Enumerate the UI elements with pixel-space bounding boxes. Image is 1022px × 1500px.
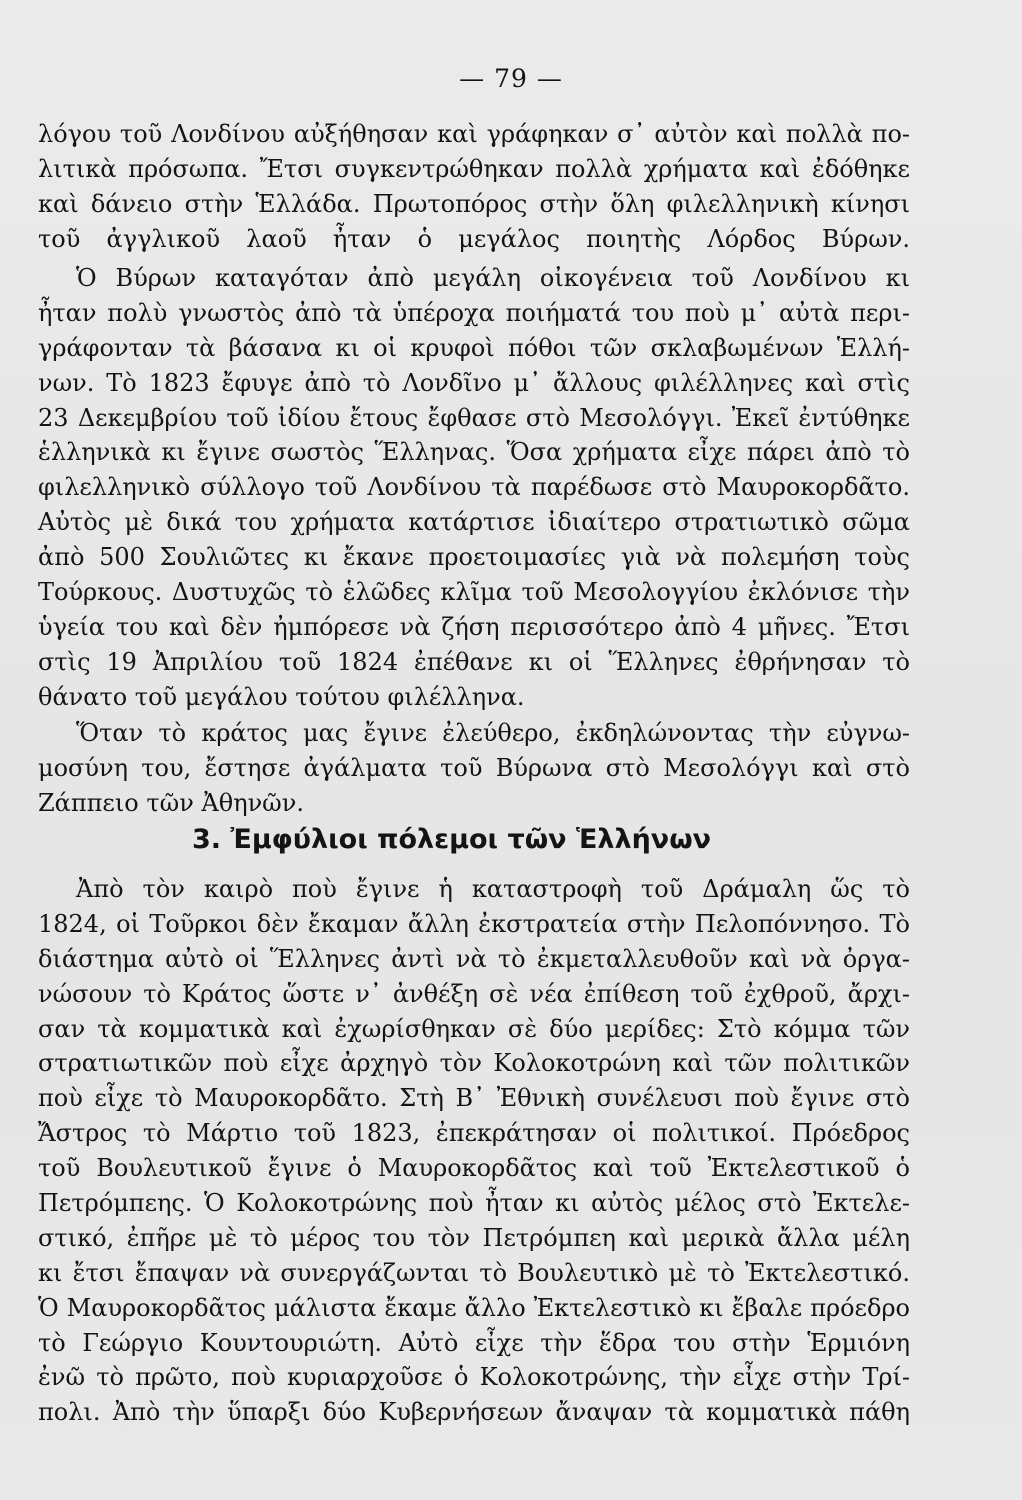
text-line: νων. Τὸ 1823 ἔφυγε ἀπὸ τὸ Λονδῖνο μ᾽ ἄλλους φιλέλληνες καὶ στὶς (38, 368, 910, 397)
text-line: Τούρκους. Δυστυχῶς τὸ ἑλῶδες κλῖμα τοῦ Μεσολογγίου ἐκλόνισε τὴν (38, 578, 910, 607)
text-line: ποὺ εἶχε τὸ Μαυροκορδᾶτο. Στὴ Β᾽ Ἐθνικὴ συνέλευσι ποὺ ἔγινε στὸ (38, 1084, 910, 1113)
text-line: τοῦ ἀγγλικοῦ λαοῦ ἦταν ὁ μεγάλος ποιητὴς Λόρδος Βύρων. (38, 224, 910, 253)
text-line: καὶ δάνειο στὴν Ἑλλάδα. Πρωτοπόρος στὴν ὅλη φιλελληνικὴ κίνησι (38, 189, 910, 218)
text-line: στικό, ἐπῆρε μὲ τὸ μέρος του τὸν Πετρόμπεη καὶ μερικὰ ἄλλα μέλη (38, 1223, 910, 1252)
text-line: ἑλληνικὰ κι ἔγινε σωστὸς Ἕλληνας. Ὅσα χρήματα εἶχε πάρει ἀπὸ τὸ (38, 438, 910, 467)
text-line: γράφονταν τὰ βάσανα κι οἱ κρυφοὶ πόθοι τῶν σκλαβωμένων Ἑλλή- (38, 333, 910, 362)
text-line: Ζάππειο τῶν Ἀθηνῶν. (38, 788, 304, 817)
text-line: Ἀπὸ τὸν καιρὸ ποὺ ἔγινε ἡ καταστροφὴ τοῦ Δράμαλη ὥς τὸ (76, 875, 910, 903)
paragraph-byron-statues (38, 716, 910, 821)
text-line: Ὁ Βύρων καταγόταν ἀπὸ μεγάλη οἰκογένεια τοῦ Λονδίνου κι (76, 264, 910, 292)
text-line: κι ἔτσι ἔπαψαν νὰ συνεργάζωνται τὸ Βουλευτικὸ μὲ τὸ Ἐκτελεστικό. (38, 1258, 910, 1287)
paragraph-lord-byron-intro (38, 117, 910, 257)
text-line: τοῦ Βουλευτικοῦ ἔγινε ὁ Μαυροκορδᾶτος καὶ τοῦ Ἐκτελεστικοῦ ὁ (38, 1154, 910, 1183)
text-line: στρατιωτικῶν ποὺ εἶχε ἀρχηγὸ τὸν Κολοκοτρώνη καὶ τῶν πολιτικῶν (38, 1049, 910, 1078)
paragraph-byron-biography (38, 261, 910, 715)
text-line: διάστημα αὐτὸ οἱ Ἕλληνες ἀντὶ νὰ τὸ ἐκμεταλλευθοῦν καὶ νὰ ὀργα- (38, 944, 910, 973)
text-line: στὶς 19 Ἀπριλίου τοῦ 1824 ἐπέθανε κι οἱ Ἕλληνες ἐθρήνησαν τὸ (38, 647, 910, 676)
text-line: Ὁ Μαυροκορδᾶτος μάλιστα ἔκαμε ἄλλο Ἐκτελεστικὸ κι ἔβαλε πρόεδρο (38, 1293, 910, 1322)
text-line: ἦταν πολὺ γνωστὸς ἀπὸ τὰ ὑπέροχα ποιήματά του ποὺ μ᾽ αὐτὰ περι- (38, 298, 910, 327)
text-line: θάνατο τοῦ μεγάλου τούτου φιλέλληνα. (38, 682, 525, 711)
section-heading: 3. Ἐμφύλιοι πόλεμοι τῶν Ἑλλήνων (192, 824, 712, 855)
paragraph-civil-wars (38, 872, 910, 1430)
text-line: λιτικὰ πρόσωπα. Ἔτσι συγκεντρώθηκαν πολλὰ χρήματα καὶ ἐδόθηκε (38, 154, 910, 183)
text-line: ἀπὸ 500 Σουλιῶτες κι ἔκανε προετοιμασίες γιὰ νὰ πολεμήση τοὺς (38, 543, 910, 572)
text-line: πολι. Ἀπὸ τὴν ὕπαρξι δύο Κυβερνήσεων ἄναψαν τὰ κομματικὰ πάθη (38, 1398, 910, 1427)
text-line: τὸ Γεώργιο Κουντουριώτη. Αὐτὸ εἶχε τὴν ἕδρα του στὴν Ἑρμιόνη (38, 1328, 910, 1357)
text-line: 23 Δεκεμβρίου τοῦ ἰδίου ἔτους ἔφθασε στὸ Μεσολόγγι. Ἐκεῖ ἐντύθηκε (38, 403, 910, 432)
text-line: 1824, οἱ Τοῦρκοι δὲν ἔκαμαν ἄλλη ἐκστρατεία στὴν Πελοπόννησο. Τὸ (38, 909, 910, 938)
text-line: λόγου τοῦ Λονδίνου αὐξήθησαν καὶ γράφηκαν σ᾽ αὐτὸν καὶ πολλὰ πο- (38, 120, 910, 148)
text-line: Ἄστρος τὸ Μάρτιο τοῦ 1823, ἐπεκράτησαν οἱ πολιτικοί. Πρόεδρος (38, 1119, 910, 1148)
text-line: Ὅταν τὸ κράτος μας ἔγινε ἐλεύθερο, ἐκδηλώνοντας τὴν εὐγνω- (76, 719, 910, 747)
page-number: — 79 — (459, 64, 563, 93)
text-line: νώσουν τὸ Κράτος ὥστε ν᾽ ἀνθέξη σὲ νέα ἐπίθεση τοῦ ἐχθροῦ, ἄρχι- (38, 979, 910, 1008)
text-line: Πετρόμπεης. Ὁ Κολοκοτρώνης ποὺ ἦταν κι αὐτὸς μέλος στὸ Ἐκτελε- (38, 1189, 910, 1218)
text-line: ἐνῶ τὸ πρῶτο, ποὺ κυριαρχοῦσε ὁ Κολοκοτρώνης, τὴν εἶχε στὴν Τρί- (38, 1363, 910, 1392)
text-line: Αὐτὸς μὲ δικά του χρήματα κατάρτισε ἰδιαίτερο στρατιωτικὸ σῶμα (38, 508, 910, 537)
text-line: μοσύνη του, ἔστησε ἀγάλματα τοῦ Βύρωνα στὸ Μεσολόγγι καὶ στὸ (38, 753, 910, 782)
text-line: σαν τὰ κομματικὰ καὶ ἐχωρίσθηκαν σὲ δύο μερίδες: Στὸ κόμμα τῶν (38, 1014, 910, 1043)
text-line: φιλελληνικὸ σύλλογο τοῦ Λονδίνου τὰ παρέδωσε στὸ Μαυροκορδᾶτο. (38, 473, 910, 502)
text-line: ὑγεία του καὶ δὲν ἠμπόρεσε νὰ ζήση περισσότερο ἀπὸ 4 μῆνες. Ἔτσι (38, 612, 910, 641)
